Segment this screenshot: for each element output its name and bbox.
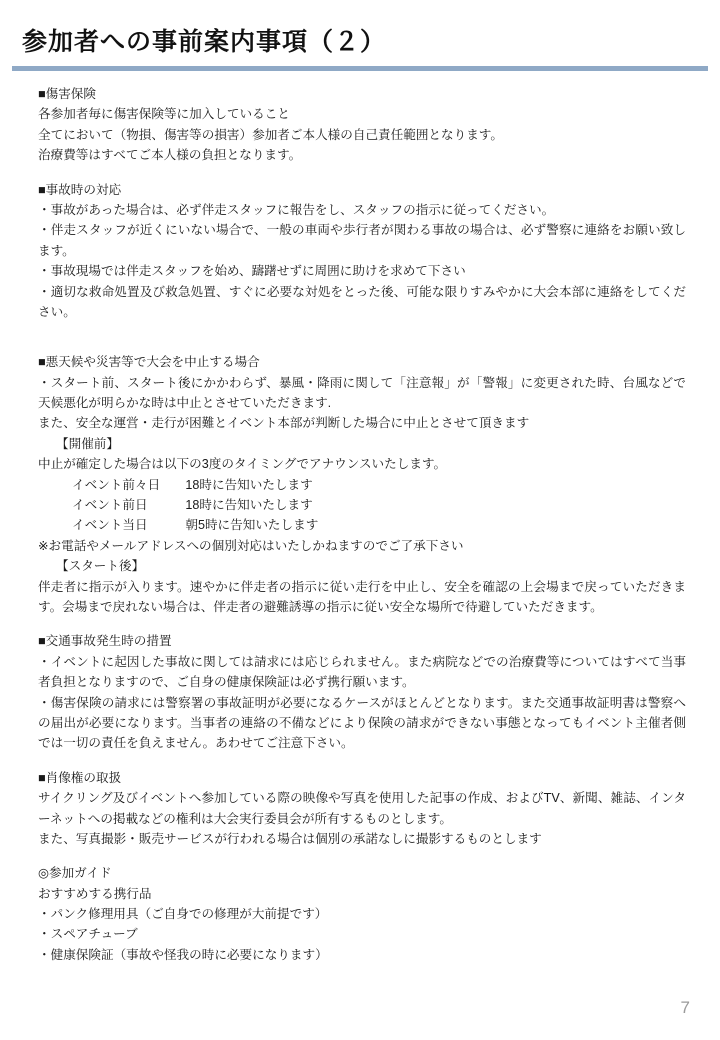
schedule-item: イベント前々日 18時に告知いたします [72,477,313,492]
section-line: また、写真撮影・販売サービスが行われる場合は個別の承諾なしに撮影するものとします [38,831,542,846]
section-line: ・パンク修理用具（ご自身での修理が大前提です） [38,907,328,922]
section-line: ・適切な救命処置及び救急処置、すぐに必要な対処をとった後、可能な限りすみやかに大会本部に連絡をしてください。 [38,284,686,319]
section-line: ・事故現場では伴走スタッフを始め、躊躇せずに周囲に助けを求めて下さい [38,264,466,279]
page-number: 7 [680,998,690,1017]
section-line: ・事故があった場合は、必ず伴走スタッフに報告をし、スタッフの指示に従ってください。 [38,202,555,217]
section-line: 各参加者毎に傷害保険等に加入していること [38,107,290,122]
section-line: ・イベントに起因した事故に関しては請求には応じられません。また病院などでの治療費等についてはすべて当事者負担となりますので、ご自身の健康保険証は必ず携行願います。 [38,654,686,690]
sub-heading-after-start: 【スタート後】 [56,559,145,574]
section-heading: ■悪天候や災害等で大会を中止する場合 [38,355,260,370]
sub-heading-before-event: 【開催前】 [56,436,119,451]
section-line: ・スペアチューブ [38,927,138,942]
section-cancellation [38,352,686,617]
section-line: ・スタート前、スタート後にかかわらず、暴風・降雨に関して「注意報」が「警報」に変更された時、台風などで天候悪化が明らかな時は中止とさせていただきます. [38,375,686,411]
section-accident-response [38,180,686,323]
section-insurance [38,84,686,166]
schedule-item: イベント当日 朝5時に告知いたします [72,518,319,533]
section-line: サイクリング及びイベントへ参加している際の映像や写真を使用した記事の作成、およびTV、新聞、雑誌、インターネットへの掲載などの権利は大会実行委員会が所有するものとします。 [38,791,686,826]
section-heading: ■交通事故発生時の措置 [38,634,172,649]
cancellation-note: ※お電話やメールアドレスへの個別対応はいたしかねますのでご了承下さい [38,538,464,553]
section-heading: ◎参加ガイド [38,866,112,881]
section-line: また、安全な運営・走行が困難とイベント本部が判断した場合に中止とさせて頂きます [38,416,530,431]
section-line: ・健康保険証（事故や怪我の時に必要になります） [38,947,328,962]
schedule-item: イベント前日 18時に告知いたします [72,498,313,513]
section-heading: ■肖像権の取扱 [38,770,122,785]
slide-body [38,84,686,979]
section-line: 伴走者に指示が入ります。速やかに伴走者の指示に従い走行を中止し、安全を確認の上会場まで戻っていただきます。会場まで戻れない場合は、伴走者の避難誘導の指示に従い安全な場所で待避していただきます。 [38,579,686,614]
section-line: 全てにおいて（物損、傷害等の損害）参加者ご本人様の自己責任範囲となります。 [38,127,503,142]
section-line: 中止が確定した場合は以下の3度のタイミングでアナウンスいたします。 [38,457,447,472]
title-divider [12,66,708,71]
section-line: ・傷害保険の請求には警察署の事故証明が必要になるケースがほとんどとなります。また交通事故証明書は警察への届出が必要になります。当事者の連絡の不備などにより保険の請求ができない事態となってもイベント主催者側では一切の責任を負えません。あわせてご注意下さい。 [38,695,686,751]
section-participation-guide [38,863,686,965]
section-portrait-rights [38,768,686,850]
section-line: 治療費等はすべてご本人様の負担となります。 [38,148,302,163]
page-title: 参加者への事前案内事項（２） [22,28,387,56]
section-heading: ■傷害保険 [38,87,96,101]
section-traffic-accident [38,631,686,753]
section-heading: ■事故時の対応 [38,182,122,197]
section-spacer [38,336,686,352]
section-line: ・伴走スタッフが近くにいない場合で、一般の車両や歩行者が関わる事故の場合は、必ず警察に連絡をお願い致します。 [38,223,686,258]
section-line: おすすめする携行品 [38,886,152,901]
